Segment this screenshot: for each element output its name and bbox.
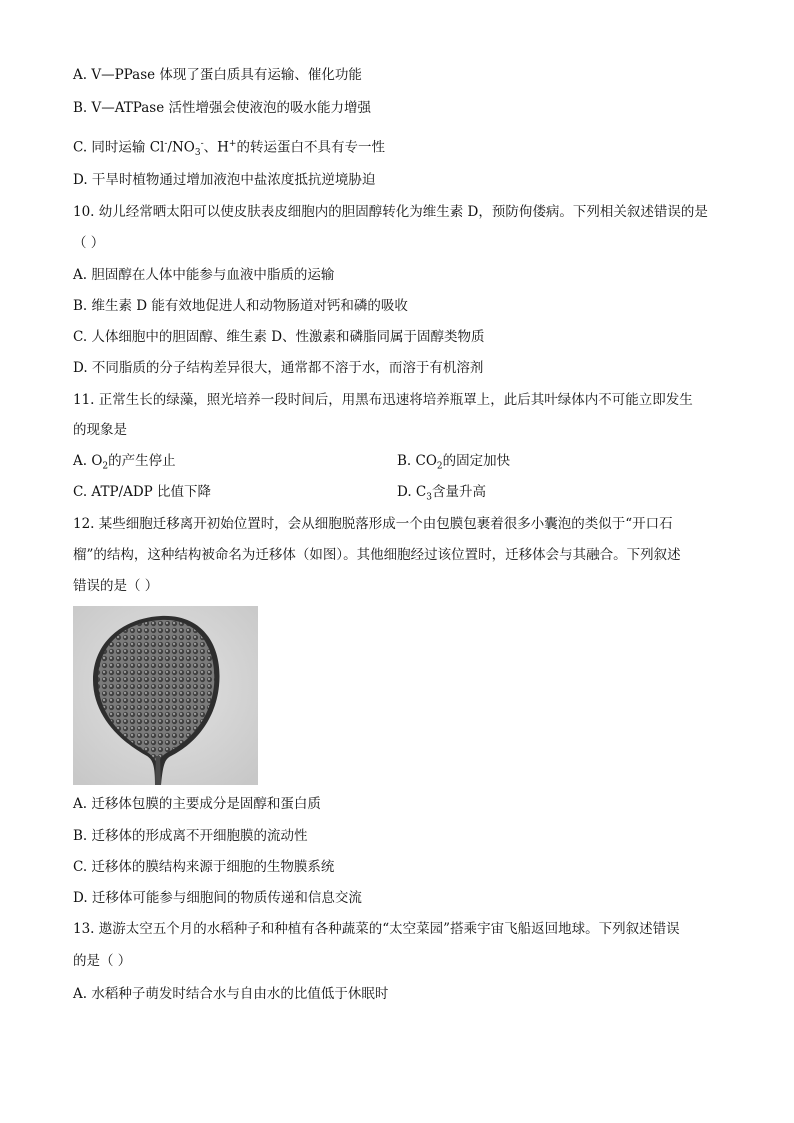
q12-stem-line1: 12. 某些细胞迁移离开初始位置时，会从细胞脱落形成一个由包膜包裹着很多小囊泡的类似于“开口石	[73, 516, 673, 532]
q11-option-d	[397, 483, 486, 507]
q11-option-b-rest: 的固定加快	[442, 453, 511, 469]
hydrogen-charge: +	[228, 139, 237, 149]
q11-stem-line1: 11. 正常生长的绿藻，照光培养一段时间后，用黑布迅速将培养瓶罩上，此后其叶绿体内不可能立即发生	[73, 392, 693, 408]
q11-option-b-text: B. CO	[397, 453, 437, 469]
q11-option-a-rest: 的产生停止	[108, 453, 176, 469]
nitrate-subscript: 3	[194, 148, 201, 159]
q9-option-d: D. 干旱时植物通过增加液泡中盐浓度抵抗逆境胁迫	[73, 172, 376, 188]
q9-option-b: B. V—ATPase 活性增强会使液泡的吸水能力增强	[73, 100, 372, 116]
c3-subscript: 3	[426, 492, 432, 503]
q12-option-d: D. 迁移体可能参与细胞间的物质传递和信息交流	[73, 890, 362, 906]
q9-option-c-h: 、H	[203, 139, 229, 156]
q13-option-a: A. 水稻种子萌发时结合水与自由水的比值低于休眠时	[73, 986, 389, 1002]
q10-option-c: C. 人体细胞中的胆固醇、维生素 D、性激素和磷脂同属于固醇类物质	[73, 329, 485, 345]
q11-option-a	[73, 452, 176, 476]
q11-option-a-text: A. O	[73, 453, 103, 469]
q12-stem-line3: 错误的是（ ）	[73, 578, 159, 594]
q9-option-c-text: C. 同时运输 Cl	[73, 139, 165, 156]
chloride-charge: -	[164, 139, 168, 149]
q13-stem-line1: 13. 遨游太空五个月的水稻种子和种植有各种蔬菜的“太空菜园”搭乘宇宙飞船返回地球。下列叙述错误	[73, 921, 680, 937]
q10-stem-line2: （ ）	[73, 235, 105, 251]
q12-option-a: A. 迁移体包膜的主要成分是固醇和蛋白质	[73, 796, 321, 812]
q10-option-a: A. 胆固醇在人体中能参与血液中脂质的运输	[73, 267, 335, 283]
q11-option-b	[397, 452, 510, 476]
q9-option-c-rest: 的转运蛋白不具有专一性	[236, 139, 385, 156]
q9-option-a: A. V—PPase 体现了蛋白质具有运输、催化功能	[73, 67, 362, 83]
q12-option-b: B. 迁移体的形成离不开细胞膜的流动性	[73, 828, 308, 844]
co2-subscript: 2	[436, 461, 443, 472]
q12-stem-line2: 榴”的结构，这种结构被命名为迁移体（如图）。其他细胞经过该位置时，迁移体会与其融合。下列叙述	[73, 547, 681, 563]
q9-option-c-no: /NO	[167, 139, 195, 156]
q13-stem-line2: 的是（ ）	[73, 953, 132, 969]
q11-option-c: C. ATP/ADP 比值下降	[73, 484, 212, 500]
nitrate-charge: -	[200, 139, 204, 149]
q11-option-d-text: D. C	[397, 484, 427, 500]
q10-stem-line1: 10. 幼儿经常晒太阳可以使皮肤表皮细胞内的胆固醇转化为维生素 D，预防佝偻病。下列相关叙述错误的是	[73, 204, 708, 220]
q11-stem-line2: 的现象是	[73, 422, 127, 438]
oxygen-subscript: 2	[102, 461, 109, 472]
migrasome-image	[73, 606, 258, 785]
q9-option-c	[73, 135, 385, 162]
q10-option-d: D. 不同脂质的分子结构差异很大，通常都不溶于水，而溶于有机溶剂	[73, 360, 484, 376]
q12-option-c: C. 迁移体的膜结构来源于细胞的生物膜系统	[73, 859, 335, 875]
q11-option-d-rest: 含量升高	[432, 484, 486, 500]
migrasome-micrograph	[73, 606, 258, 785]
q10-option-b: B. 维生素 D 能有效地促进人和动物肠道对钙和磷的吸收	[73, 298, 408, 314]
